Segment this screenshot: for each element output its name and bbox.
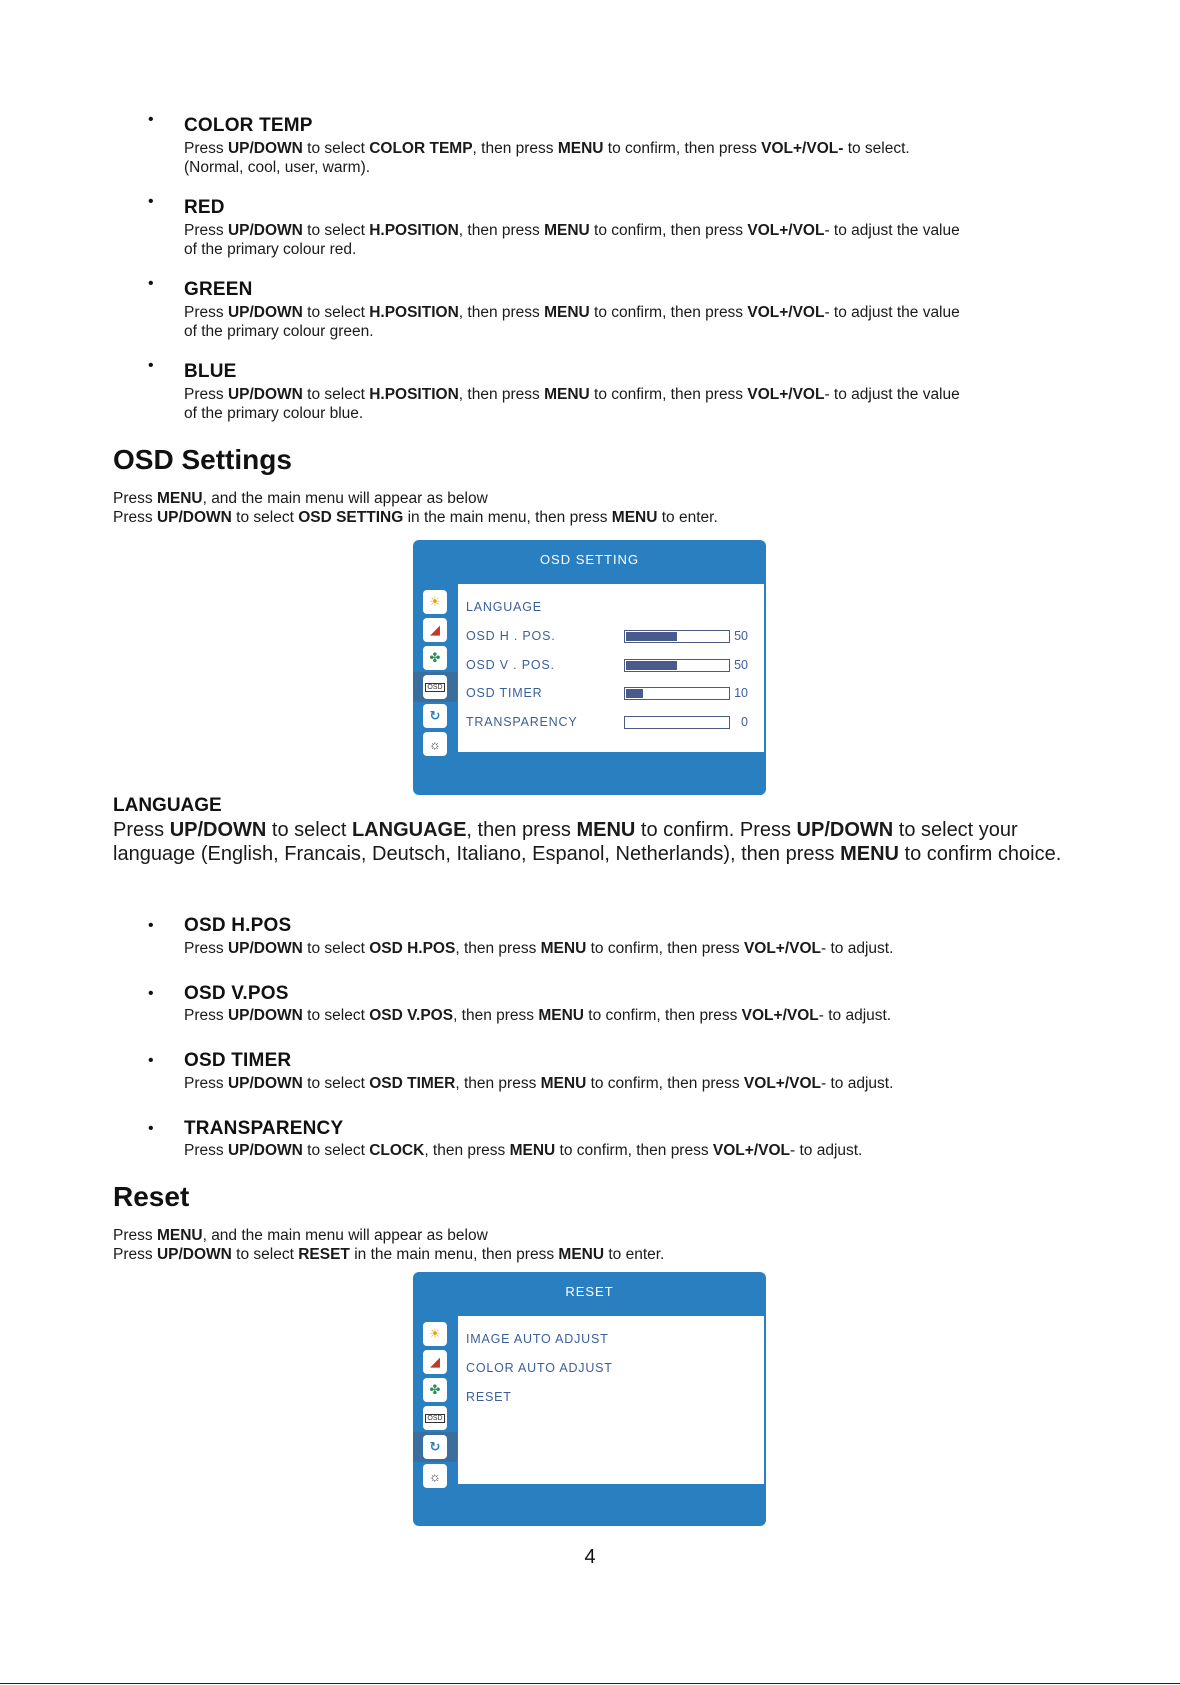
osd-menu-item: RESET — [466, 1390, 512, 1404]
bottom-rule — [0, 1683, 1180, 1684]
osd-level-fill — [626, 661, 677, 670]
osd-menu-panel — [458, 584, 764, 752]
misc-icon: ☼ — [423, 1464, 447, 1488]
bullet: • — [148, 1052, 154, 1069]
reset-intro: Press MENU, and the main menu will appear as below Press UP/DOWN to select RESET in the main menu, then press MENU to enter. — [113, 1227, 665, 1263]
osd-menu-item: OSD TIMER — [466, 686, 543, 700]
bullet-title: OSD TIMER — [184, 1050, 292, 1071]
osd-level-fill — [626, 689, 643, 698]
image-icon: ◢ — [423, 618, 447, 642]
osd-screen-title: OSD SETTING — [539, 552, 640, 567]
bullet: • — [148, 193, 154, 210]
subheading-language: LANGUAGE — [113, 795, 222, 816]
bullet-title: COLOR TEMP — [184, 115, 313, 136]
bullet-title: BLUE — [184, 361, 237, 382]
bullet-desc: Press UP/DOWN to select CLOCK, then press MENU to confirm, then press VOL+/VOL- to adjust. — [184, 1142, 863, 1159]
osd-value: 50 — [734, 658, 748, 672]
misc-icon: ☼ — [423, 732, 447, 756]
brightness-icon: ☀ — [423, 590, 447, 614]
osd-level-fill — [626, 632, 677, 641]
osd-level-bar — [624, 687, 730, 700]
osd-menu-item: OSD H . POS. — [466, 629, 556, 643]
osd-setting-screen — [413, 540, 766, 795]
osd-level-bar — [624, 659, 730, 672]
osd-menu-panel — [458, 1316, 764, 1484]
page-number: 4 — [584, 1546, 596, 1568]
bullet-title: OSD H.POS — [184, 915, 292, 936]
bullet-desc: Press UP/DOWN to select OSD V.POS, then press MENU to confirm, then press VOL+/VOL- to adjust. — [184, 1007, 892, 1024]
bullet: • — [148, 357, 154, 374]
bullet: • — [148, 111, 154, 128]
language-paragraph: Press UP/DOWN to select LANGUAGE, then press MENU to confirm. Press UP/DOWN to select your language (English, Francais, Deutsch, Italiano, Espanol, Netherlands), then press MENU to confirm choice. — [113, 819, 1062, 865]
osd-screen-title: RESET — [565, 1284, 614, 1299]
osd-level-bar — [624, 716, 730, 729]
bullet-title: RED — [184, 197, 225, 218]
osd-menu-item: IMAGE AUTO ADJUST — [466, 1332, 609, 1346]
osd-menu-item: LANGUAGE — [466, 600, 542, 614]
color-icon: ✤ — [423, 1378, 447, 1402]
bullet-desc: Press UP/DOWN to select OSD H.POS, then press MENU to confirm, then press VOL+/VOL- to adjust. — [184, 940, 894, 957]
osd-settings-intro: Press MENU, and the main menu will appear as below Press UP/DOWN to select OSD SETTING in the main menu, then press MENU to enter. — [113, 490, 718, 526]
osd-menu-item: TRANSPARENCY — [466, 715, 578, 729]
reset-icon: ↻ — [423, 704, 447, 728]
osd-value: 0 — [741, 715, 748, 729]
section-heading-osd-settings: OSD Settings — [113, 444, 292, 475]
reset-icon: ↻ — [413, 1432, 457, 1462]
section-heading-reset: Reset — [113, 1181, 190, 1212]
bullet: • — [148, 1120, 154, 1137]
bullet-desc: Press UP/DOWN to select H.POSITION, then press MENU to confirm, then press VOL+/VOL- to adjust the value of the primary colour blue. — [184, 386, 960, 422]
color-icon: ✤ — [423, 646, 447, 670]
bullet-desc: Press UP/DOWN to select H.POSITION, then press MENU to confirm, then press VOL+/VOL- to adjust the value of the primary colour green. — [184, 304, 960, 340]
bullet: • — [148, 985, 154, 1002]
bullet-title: TRANSPARENCY — [184, 1118, 344, 1139]
osd-level-bar — [624, 630, 730, 643]
osd-icon: OSD — [423, 1406, 447, 1430]
bullet-desc: Press UP/DOWN to select OSD TIMER, then press MENU to confirm, then press VOL+/VOL- to adjust. — [184, 1075, 894, 1092]
bullet-title: GREEN — [184, 279, 253, 300]
reset-screen — [413, 1272, 766, 1526]
image-icon: ◢ — [423, 1350, 447, 1374]
brightness-icon: ☀ — [423, 1322, 447, 1346]
bullet-title: OSD V.POS — [184, 983, 289, 1004]
osd-icon: OSD — [413, 672, 457, 702]
osd-value: 50 — [734, 629, 748, 643]
bullet: • — [148, 917, 154, 934]
osd-value: 10 — [734, 686, 748, 700]
osd-menu-item: OSD V . POS. — [466, 658, 555, 672]
bullet: • — [148, 275, 154, 292]
bullet-desc: Press UP/DOWN to select H.POSITION, then press MENU to confirm, then press VOL+/VOL- to adjust the value of the primary colour red. — [184, 222, 960, 258]
bullet-desc: Press UP/DOWN to select COLOR TEMP, then press MENU to confirm, then press VOL+/VOL- to select. (Normal, cool, user, warm). — [184, 140, 910, 176]
osd-menu-item: COLOR AUTO ADJUST — [466, 1361, 613, 1375]
